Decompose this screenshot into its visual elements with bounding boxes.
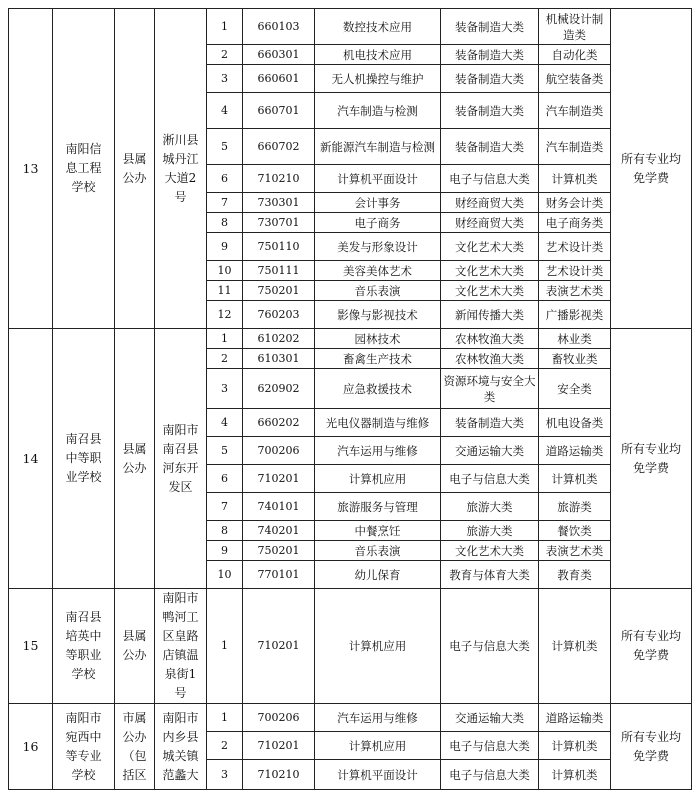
major-index: 2 <box>207 732 243 760</box>
major-name: 旅游服务与管理 <box>315 493 441 521</box>
major-name: 畜禽生产技术 <box>315 349 441 369</box>
major-code: 740101 <box>243 493 315 521</box>
major-category: 财经商贸大类 <box>441 193 539 213</box>
school-name-line: 宛西中 <box>65 729 102 744</box>
major-index: 3 <box>207 369 243 409</box>
major-index: 3 <box>207 760 243 790</box>
major-subcategory: 艺术设计类 <box>539 261 611 281</box>
major-category: 装备制造大类 <box>441 93 539 129</box>
major-subcategory: 餐饮类 <box>539 521 611 541</box>
major-index: 2 <box>207 45 243 65</box>
tuition-note-line: 免学费 <box>632 748 669 763</box>
school-type-line: 公办 <box>122 460 147 475</box>
school-address-line: 范蠡大 <box>162 767 199 782</box>
major-code: 760203 <box>243 301 315 329</box>
major-subcategory: 艺术设计类 <box>539 233 611 261</box>
major-subcategory: 旅游类 <box>539 493 611 521</box>
major-subcategory: 机电设备类 <box>539 409 611 437</box>
major-name: 光电仪器制造与维修 <box>315 409 441 437</box>
table-row <box>9 704 692 732</box>
major-subcategory: 航空装备类 <box>539 65 611 93</box>
major-index: 3 <box>207 65 243 93</box>
major-name: 汽车制造与检测 <box>315 93 441 129</box>
major-index: 9 <box>207 541 243 561</box>
major-category: 交通运输大类 <box>441 704 539 732</box>
tuition-note <box>611 329 692 589</box>
major-name: 汽车运用与维修 <box>315 437 441 465</box>
school-name-line: 学校 <box>71 767 96 782</box>
major-name: 计算机平面设计 <box>315 165 441 193</box>
major-index: 8 <box>207 521 243 541</box>
major-index: 1 <box>207 329 243 349</box>
major-code: 660103 <box>243 9 315 45</box>
school-name-line: 学校 <box>71 667 96 681</box>
major-index: 1 <box>207 9 243 45</box>
school-name <box>53 589 115 704</box>
school-address-line: 城关镇 <box>162 748 199 763</box>
school-name-line: 中等职 <box>65 451 102 465</box>
school-type-line: 市属 <box>122 710 147 725</box>
major-category: 农林牧渔大类 <box>441 329 539 349</box>
tuition-note-line: 所有专业均 <box>620 629 681 643</box>
major-code: 730701 <box>243 213 315 233</box>
major-subcategory: 畜牧业类 <box>539 349 611 369</box>
school-address-line: 区皇路 <box>162 629 199 643</box>
major-code: 610202 <box>243 329 315 349</box>
school-name-line: 南召县 <box>65 610 102 624</box>
school-address <box>155 704 207 790</box>
major-name: 新能源汽车制造与检测 <box>315 129 441 165</box>
major-index: 6 <box>207 165 243 193</box>
table-row <box>9 9 692 45</box>
major-category: 文化艺术大类 <box>441 261 539 281</box>
major-category: 交通运输大类 <box>441 437 539 465</box>
major-subcategory: 计算机类 <box>539 760 611 790</box>
school-name-line: 培英中 <box>65 629 102 643</box>
major-subcategory: 计算机类 <box>539 165 611 193</box>
major-name: 音乐表演 <box>315 281 441 301</box>
school-address-line: 泉街1 <box>164 667 197 681</box>
school-type <box>115 589 155 704</box>
major-category: 文化艺术大类 <box>441 541 539 561</box>
major-subcategory: 计算机类 <box>539 465 611 493</box>
major-code: 710201 <box>243 465 315 493</box>
major-subcategory: 机械设计制造类 <box>539 9 611 45</box>
school-name-line: 业学校 <box>65 470 102 484</box>
school-address <box>155 589 207 704</box>
major-name: 园林技术 <box>315 329 441 349</box>
major-code: 660301 <box>243 45 315 65</box>
major-name: 美发与形象设计 <box>315 233 441 261</box>
major-category: 旅游大类 <box>441 493 539 521</box>
major-index: 1 <box>207 589 243 704</box>
school-address-line: 店镇温 <box>162 648 199 662</box>
school-number: 14 <box>9 329 53 589</box>
school-name-line: 等专业 <box>65 748 102 763</box>
school-type-line: 县属 <box>122 441 147 456</box>
major-index: 6 <box>207 465 243 493</box>
major-index: 2 <box>207 349 243 369</box>
major-index: 10 <box>207 561 243 589</box>
major-code: 660702 <box>243 129 315 165</box>
school-address-line: 发区 <box>168 479 193 494</box>
table-row <box>9 589 692 704</box>
school-type-line: （包 <box>122 748 147 763</box>
major-index: 7 <box>207 193 243 213</box>
school-address-line: 鸭河工 <box>162 610 199 624</box>
school-number: 16 <box>9 704 53 790</box>
school-type-line: 括区 <box>122 767 147 782</box>
major-index: 9 <box>207 233 243 261</box>
school-name <box>53 9 115 329</box>
school-address-line: 号 <box>174 189 187 204</box>
school-type <box>115 704 155 790</box>
major-category: 装备制造大类 <box>441 45 539 65</box>
major-name: 影像与影视技术 <box>315 301 441 329</box>
tuition-note-line: 所有专业均 <box>620 729 681 744</box>
major-category: 资源环境与安全大类 <box>441 369 539 409</box>
major-code: 750201 <box>243 541 315 561</box>
major-category: 电子与信息大类 <box>441 760 539 790</box>
major-code: 710210 <box>243 165 315 193</box>
major-code: 610301 <box>243 349 315 369</box>
school-address <box>155 329 207 589</box>
major-code: 770101 <box>243 561 315 589</box>
tuition-note <box>611 9 692 329</box>
major-index: 10 <box>207 261 243 281</box>
major-index: 12 <box>207 301 243 329</box>
major-category: 装备制造大类 <box>441 9 539 45</box>
school-address-line: 号 <box>174 686 187 700</box>
school-name <box>53 329 115 589</box>
school-name-line: 南召县 <box>65 432 102 446</box>
major-subcategory: 道路运输类 <box>539 704 611 732</box>
major-code: 710210 <box>243 760 315 790</box>
school-major-table <box>8 8 692 790</box>
school-address-line: 河东开 <box>162 460 199 475</box>
major-subcategory: 安全类 <box>539 369 611 409</box>
school-type-line: 县属 <box>122 151 147 166</box>
major-name: 无人机操控与维护 <box>315 65 441 93</box>
table-row <box>9 329 692 349</box>
tuition-note <box>611 704 692 790</box>
major-subcategory: 汽车制造类 <box>539 93 611 129</box>
school-number: 13 <box>9 9 53 329</box>
major-category: 电子与信息大类 <box>441 589 539 704</box>
tuition-note <box>611 589 692 704</box>
major-subcategory: 汽车制造类 <box>539 129 611 165</box>
major-name: 中餐烹饪 <box>315 521 441 541</box>
major-index: 4 <box>207 93 243 129</box>
school-name <box>53 704 115 790</box>
major-index: 5 <box>207 129 243 165</box>
major-name: 计算机应用 <box>315 732 441 760</box>
major-subcategory: 广播影视类 <box>539 301 611 329</box>
school-address-line: 南阳市 <box>162 422 199 437</box>
tuition-note-line: 所有专业均 <box>620 441 681 456</box>
major-category: 装备制造大类 <box>441 65 539 93</box>
major-name: 汽车运用与维修 <box>315 704 441 732</box>
school-name-line: 学校 <box>71 180 96 194</box>
major-name: 幼儿保育 <box>315 561 441 589</box>
major-index: 1 <box>207 704 243 732</box>
major-code: 700206 <box>243 437 315 465</box>
tuition-note-line: 免学费 <box>632 648 669 662</box>
major-category: 电子与信息大类 <box>441 732 539 760</box>
major-name: 电子商务 <box>315 213 441 233</box>
major-code: 750110 <box>243 233 315 261</box>
school-type <box>115 9 155 329</box>
major-name: 计算机平面设计 <box>315 760 441 790</box>
major-category: 旅游大类 <box>441 521 539 541</box>
major-name: 计算机应用 <box>315 465 441 493</box>
major-subcategory: 表演艺术类 <box>539 541 611 561</box>
major-code: 710201 <box>243 589 315 704</box>
major-index: 7 <box>207 493 243 521</box>
major-subcategory: 林业类 <box>539 329 611 349</box>
major-subcategory: 计算机类 <box>539 732 611 760</box>
major-index: 4 <box>207 409 243 437</box>
school-address <box>155 9 207 329</box>
tuition-note-line: 所有专业均 <box>620 151 681 166</box>
school-address-line: 南阳市 <box>162 710 199 725</box>
major-subcategory: 道路运输类 <box>539 437 611 465</box>
major-category: 文化艺术大类 <box>441 281 539 301</box>
major-code: 710201 <box>243 732 315 760</box>
school-type-line: 公办 <box>122 729 147 744</box>
major-name: 美容美体艺术 <box>315 261 441 281</box>
major-index: 11 <box>207 281 243 301</box>
major-name: 音乐表演 <box>315 541 441 561</box>
major-category: 文化艺术大类 <box>441 233 539 261</box>
school-name-line: 南阳市 <box>65 710 102 725</box>
major-name: 机电技术应用 <box>315 45 441 65</box>
tuition-note-line: 免学费 <box>632 170 669 185</box>
school-type-line: 公办 <box>122 648 147 662</box>
school-address-line: 南阳市 <box>162 591 199 605</box>
major-category: 新闻传播大类 <box>441 301 539 329</box>
major-index: 8 <box>207 213 243 233</box>
major-name: 计算机应用 <box>315 589 441 704</box>
major-subcategory: 财务会计类 <box>539 193 611 213</box>
major-code: 660601 <box>243 65 315 93</box>
school-address-line: 大道2 <box>164 170 197 185</box>
school-name-line: 南阳信 <box>65 142 102 156</box>
major-category: 教育与体育大类 <box>441 561 539 589</box>
major-category: 农林牧渔大类 <box>441 349 539 369</box>
school-address-line: 内乡县 <box>162 729 199 744</box>
major-subcategory: 计算机类 <box>539 589 611 704</box>
major-index: 5 <box>207 437 243 465</box>
major-name: 应急救援技术 <box>315 369 441 409</box>
major-code: 660202 <box>243 409 315 437</box>
major-code: 700206 <box>243 704 315 732</box>
tuition-note-line: 免学费 <box>632 460 669 475</box>
school-address-line: 南召县 <box>162 441 199 456</box>
major-code: 750201 <box>243 281 315 301</box>
school-address-line: 城丹江 <box>162 151 199 166</box>
major-subcategory: 自动化类 <box>539 45 611 65</box>
major-subcategory: 表演艺术类 <box>539 281 611 301</box>
school-type-line: 县属 <box>122 629 147 643</box>
school-name-line: 等职业 <box>65 648 102 662</box>
school-name-line: 息工程 <box>65 161 102 175</box>
major-code: 660701 <box>243 93 315 129</box>
major-category: 装备制造大类 <box>441 409 539 437</box>
major-name: 数控技术应用 <box>315 9 441 45</box>
school-type-line: 公办 <box>122 170 147 185</box>
major-code: 750111 <box>243 261 315 281</box>
major-code: 730301 <box>243 193 315 213</box>
school-type <box>115 329 155 589</box>
major-subcategory: 电子商务类 <box>539 213 611 233</box>
major-category: 电子与信息大类 <box>441 465 539 493</box>
major-name: 会计事务 <box>315 193 441 213</box>
school-number: 15 <box>9 589 53 704</box>
major-subcategory: 教育类 <box>539 561 611 589</box>
major-category: 装备制造大类 <box>441 129 539 165</box>
school-address-line: 淅川县 <box>162 132 199 147</box>
major-category: 电子与信息大类 <box>441 165 539 193</box>
major-code: 620902 <box>243 369 315 409</box>
major-code: 740201 <box>243 521 315 541</box>
major-category: 财经商贸大类 <box>441 213 539 233</box>
